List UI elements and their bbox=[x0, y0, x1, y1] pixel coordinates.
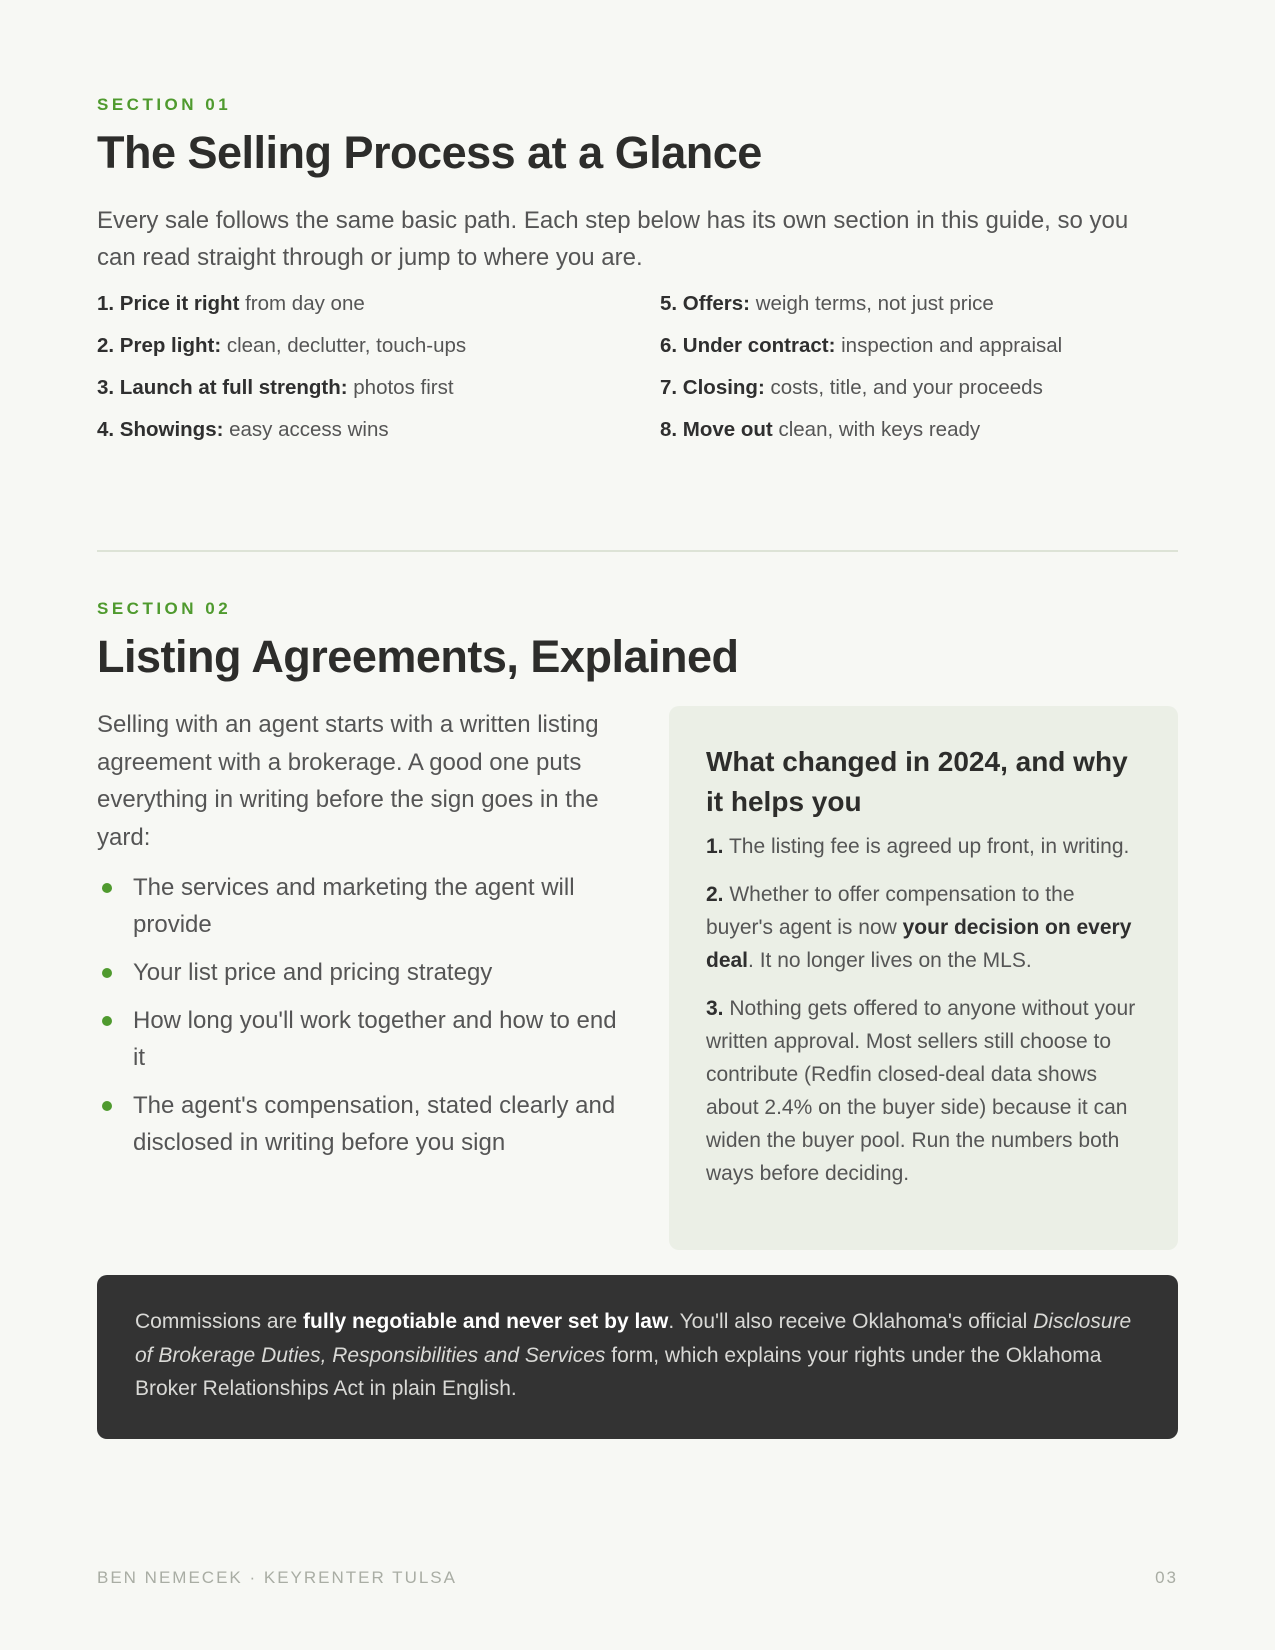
step-item: 4. Showings: easy access wins bbox=[97, 418, 389, 441]
step-item: 6. Under contract: inspection and appraisal bbox=[660, 334, 1063, 357]
section-02-title: Listing Agreements, Explained bbox=[97, 631, 739, 682]
list-item: The services and marketing the agent will provide bbox=[97, 869, 617, 943]
bullet-dot-icon bbox=[102, 1016, 112, 1026]
list-item: Your list price and pricing strategy bbox=[97, 954, 617, 991]
step-item: 5. Offers: weigh terms, not just price bbox=[660, 292, 994, 315]
section-01-eyebrow: SECTION 01 bbox=[97, 95, 232, 114]
bullet-dot-icon bbox=[102, 1101, 112, 1111]
page-number: 03 bbox=[1155, 1568, 1178, 1587]
card-title: What changed in 2024, and why it helps you bbox=[706, 746, 1128, 817]
agreement-checklist bbox=[97, 869, 617, 1172]
section-02-eyebrow: SECTION 02 bbox=[97, 599, 232, 618]
section-01-title: The Selling Process at a Glance bbox=[97, 127, 762, 178]
list-item: How long you'll work together and how to end it bbox=[97, 1002, 617, 1076]
footer-brand: BEN NEMECEK · KEYRENTER TULSA bbox=[97, 1568, 457, 1587]
commission-note: Commissions are fully negotiable and never set by law. You'll also receive Oklahoma's official Disclosure of Brokerage Duties, Responsibilities and Services form, which explains your rights under the Oklahoma Broker Relationships Act in plain English. bbox=[97, 1275, 1178, 1439]
step-item: 7. Closing: costs, title, and your proceeds bbox=[660, 376, 1043, 399]
section-02-intro: Selling with an agent starts with a written listing agreement with a brokerage. A good one puts everything in writing before the sign goes in the yard: bbox=[97, 711, 599, 851]
step-item: 1. Price it right from day one bbox=[97, 292, 365, 315]
card-point-3: 3. Nothing gets offered to anyone without your written approval. Most sellers still choose to contribute (Redfin closed-deal data shows about 2.4% on the buyer side) because it can widen the buyer pool. Run the numbers both ways before deciding. bbox=[706, 997, 1136, 1185]
bullet-dot-icon bbox=[102, 968, 112, 978]
page bbox=[97, 0, 1178, 1650]
step-item: 8. Move out clean, with keys ready bbox=[660, 418, 981, 441]
step-item: 3. Launch at full strength: photos first bbox=[97, 376, 454, 399]
list-item: The agent's compensation, stated clearly and disclosed in writing before you sign bbox=[97, 1087, 617, 1161]
section-divider bbox=[97, 550, 1178, 552]
bullet-dot-icon bbox=[102, 883, 112, 893]
section-01-lead: Every sale follows the same basic path. Each step below has its own section in this guide, so you can read straight through or jump to where you are. bbox=[97, 207, 1129, 271]
card-point-2: 2. Whether to offer compensation to the buyer's agent is now your decision on every deal. It no longer lives on the MLS. bbox=[706, 883, 1132, 972]
card-point-1: 1. The listing fee is agreed up front, in writing. bbox=[706, 835, 1130, 858]
step-item: 2. Prep light: clean, declutter, touch-ups bbox=[97, 334, 467, 357]
changes-2024-card bbox=[669, 706, 1178, 1250]
